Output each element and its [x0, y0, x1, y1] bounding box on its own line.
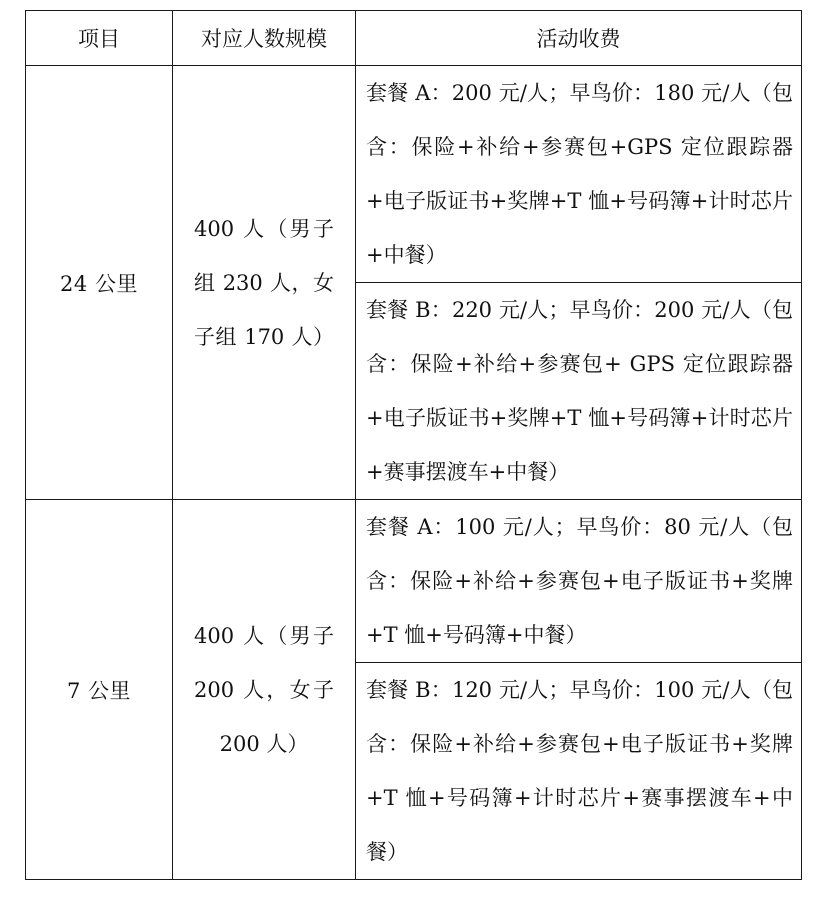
scale-line: 子组 170 人） [194, 324, 334, 349]
header-fee: 活动收费 [356, 11, 802, 66]
header-scale: 对应人数规模 [173, 11, 356, 66]
project-cell-24km: 24 公里 [26, 66, 173, 500]
scale-line: 400 人（男子 [194, 623, 334, 648]
table-row [26, 66, 802, 283]
header-project: 项目 [26, 11, 173, 66]
package-b-7km: 套餐 B：120 元/人；早鸟价：100 元/人（包含：保险+补给+参赛包+电子版证书+奖牌+T 恤+号码簿+计时芯片+赛事摆渡车+中餐） [356, 663, 802, 880]
scale-line: 200 人，女子 [194, 677, 334, 702]
fee-table [25, 10, 802, 880]
scale-line: 200 人） [219, 731, 309, 756]
project-cell-7km: 7 公里 [26, 500, 173, 880]
scale-cell-24km [173, 66, 356, 500]
package-b-24km: 套餐 B：220 元/人；早鸟价：200 元/人（包含：保险+补给+参赛包+ GPS 定位跟踪器+电子版证书+奖牌+T 恤+号码簿+计时芯片+赛事摆渡车+中餐） [356, 283, 802, 500]
table-row [26, 500, 802, 663]
scale-line: 400 人（男子 [194, 216, 334, 241]
header-row [26, 11, 802, 66]
package-a-24km: 套餐 A：200 元/人；早鸟价：180 元/人（包含：保险+补给+参赛包+GPS 定位跟踪器+电子版证书+奖牌+T 恤+号码簿+计时芯片+中餐） [356, 66, 802, 283]
scale-line: 组 230 人，女 [194, 270, 334, 295]
scale-cell-7km [173, 500, 356, 880]
package-a-7km: 套餐 A：100 元/人；早鸟价：80 元/人（包含：保险+补给+参赛包+电子版证书+奖牌+T 恤+号码簿+中餐） [356, 500, 802, 663]
